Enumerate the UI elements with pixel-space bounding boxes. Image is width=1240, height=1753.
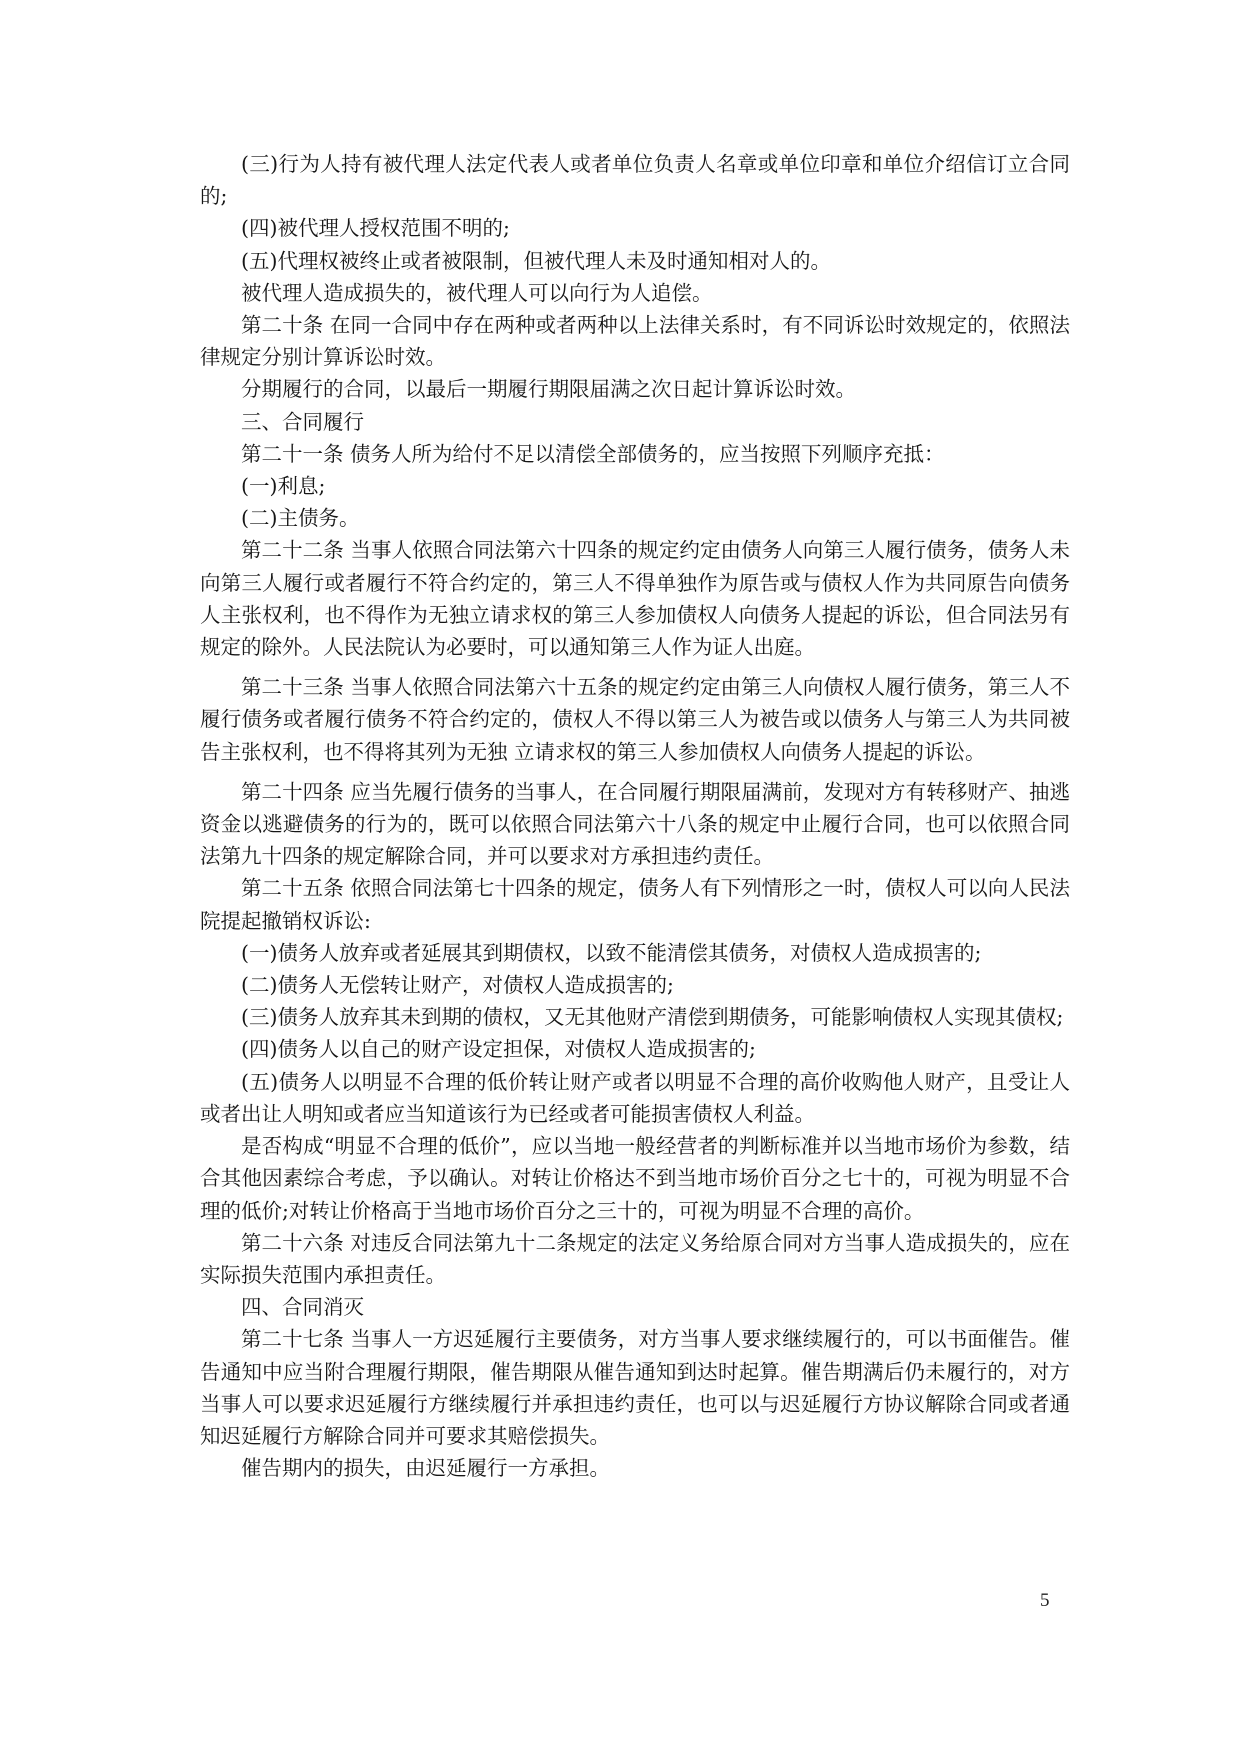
list-item: (一)利息; [241, 474, 326, 499]
article-26: 第二十六条 对违反合同法第九十二条规定的法定义务给原合同对方当事人造成损失的，应在实际损失范围内承担责任。 [200, 1230, 1070, 1287]
list-item: (二)债务人无偿转让财产，对债权人造成损害的; [241, 973, 674, 998]
paragraph: 被代理人造成损失的，被代理人可以向行为人追偿。 [241, 280, 713, 305]
document-body [200, 148, 1070, 1484]
paragraph: (五)代理权被终止或者被限制，但被代理人未及时通知相对人的。 [241, 248, 831, 273]
section-heading-3: 三、合同履行 [241, 409, 364, 434]
paragraph: 催告期内的损失，由迟延履行一方承担。 [241, 1456, 610, 1481]
paragraph: (三)行为人持有被代理人法定代表人或者单位负责人名章或单位印章和单位介绍信订立合同的; [200, 152, 1070, 209]
list-item: (五)债务人以明显不合理的低价转让财产或者以明显不合理的高价收购他人财产，且受让人或者出让人明知或者应当知道该行为已经或者可能损害债权人利益。 [200, 1069, 1070, 1126]
paragraph: 是否构成“明显不合理的低价”，应以当地一般经营者的判断标准并以当地市场价为参数，结合其他因素综合考虑，予以确认。对转让价格达不到当地市场价百分之七十的，可视为明显不合理的低价;对转让价格高于当地市场价百分之三十的，可视为明显不合理的高价。 [200, 1134, 1070, 1223]
article-21: 第二十一条 债务人所为给付不足以清偿全部债务的，应当按照下列顺序充抵： [241, 441, 945, 466]
list-item: (三)债务人放弃其未到期的债权，又无其他财产清偿到期债务，可能影响债权人实现其债权; [241, 1005, 1064, 1030]
article-23: 第二十三条 当事人依照合同法第六十五条的规定约定由第三人向债权人履行债务，第三人不履行债务或者履行债务不符合约定的，债权人不得以第三人为被告或以债务人与第三人为共同被告主张权利，也不得将其列为无独 立请求权的第三人参加债权人向债务人提起的诉讼。 [200, 675, 1070, 764]
section-heading-4: 四、合同消灭 [241, 1295, 364, 1320]
page-number: 5 [1040, 1590, 1050, 1611]
article-24: 第二十四条 应当先履行债务的当事人，在合同履行期限届满前，发现对方有转移财产、抽逃资金以逃避债务的行为的，既可以依照合同法第六十八条的规定中止履行合同，也可以依照合同法第九十四条的规定解除合同，并可以要求对方承担违约责任。 [200, 779, 1070, 869]
list-item: (二)主债务。 [241, 506, 360, 531]
article-22: 第二十二条 当事人依照合同法第六十四条的规定约定由债务人向第三人履行债务，债务人未向第三人履行或者履行不符合约定的，第三人不得单独作为原告或与债权人作为共同原告向债务人主张权利，也不得作为无独立请求权的第三人参加债权人向债务人提起的诉讼，但合同法另有规定的除外。人民法院认为必要时，可以通知第三人作为证人出庭。 [200, 538, 1070, 660]
paragraph: (四)被代理人授权范围不明的; [241, 216, 510, 241]
article-27: 第二十七条 当事人一方迟延履行主要债务，对方当事人要求继续履行的，可以书面催告。催告通知中应当附合理履行期限，催告期限从催告通知到达时起算。催告期满后仍未履行的，对方当事人可以要求迟延履行方继续履行并承担违约责任，也可以与迟延履行方协议解除合同或者通知迟延履行方解除合同并可要求其赔偿损失。 [200, 1327, 1070, 1448]
list-item: (四)债务人以自己的财产设定担保，对债权人造成损害的; [241, 1037, 756, 1062]
article-25: 第二十五条 依照合同法第七十四条的规定，债务人有下列情形之一时，债权人可以向人民法院提起撤销权诉讼: [200, 876, 1070, 933]
paragraph: 分期履行的合同，以最后一期履行期限届满之次日起计算诉讼时效。 [241, 377, 856, 402]
article-20: 第二十条 在同一合同中存在两种或者两种以上法律关系时，有不同诉讼时效规定的，依照法律规定分别计算诉讼时效。 [200, 313, 1070, 370]
list-item: (一)债务人放弃或者延展其到期债权，以致不能清偿其债务，对债权人造成损害的; [241, 940, 982, 965]
